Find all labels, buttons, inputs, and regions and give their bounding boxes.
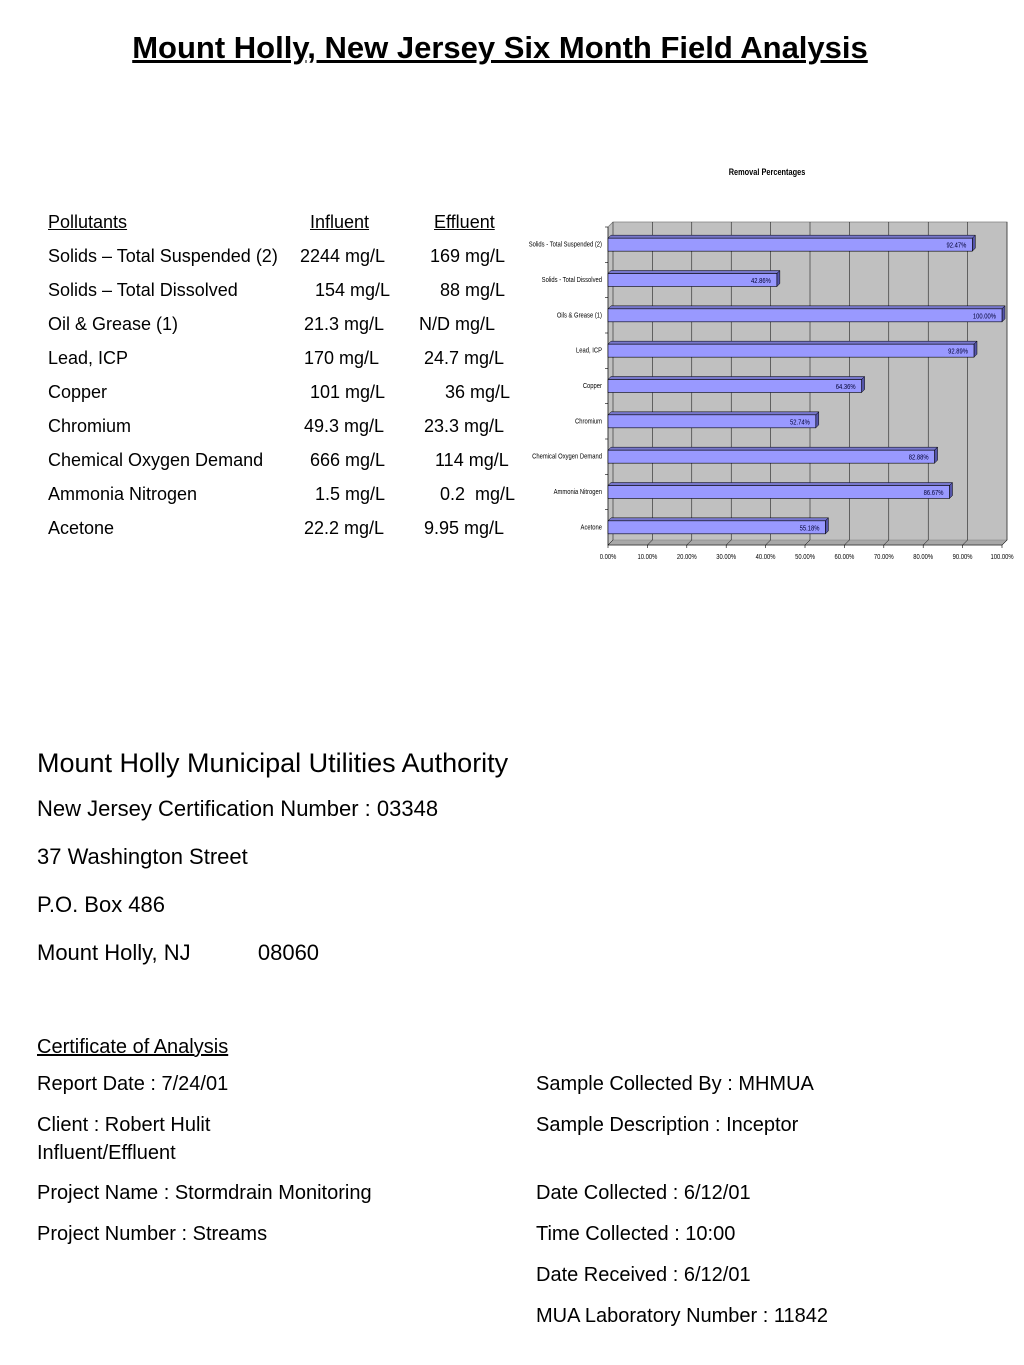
pollutant-name: Oil & Grease (1) [48,314,179,334]
certificate-row [37,1264,997,1305]
bar-side [949,483,952,499]
pollutant-name: Copper [48,382,108,402]
influent-value: 21.3 mg/L [304,314,385,334]
category-label: Acetone [580,523,602,532]
bar-side [974,341,977,357]
certificate-row [37,1305,997,1346]
category-label: Chromium [575,417,602,426]
bar-side [825,518,828,534]
influent-value: 101 mg/L [300,382,386,402]
category-label: Oils & Grease (1) [556,311,602,320]
bar-side [972,235,975,251]
category-label: Ammonia Nitrogen [553,488,602,497]
bar [608,238,972,251]
bar-top [608,447,938,450]
header-influent: Influent [310,212,370,232]
project-name: Project Name : Stormdrain Monitoring [37,1182,372,1204]
bar-top [608,377,865,380]
pollutant-name: Lead, ICP [48,348,129,368]
bar [608,344,974,357]
influent-value: 170 mg/L [304,348,380,368]
bar [608,521,825,534]
effluent-value: N/D mg/L [419,314,496,334]
x-tick-label: 10.00% [637,553,658,562]
sample-collected-by: Sample Collected By : MHMUA [536,1073,814,1095]
category-label: Solids - Total Suspended (2) [528,241,602,249]
category-label: Chemical Oxygen Demand [532,453,602,461]
bar-side [935,447,938,463]
pollutant-name: Solids – Total Suspended (2) [48,246,278,266]
bar-side [862,377,865,393]
effluent-value: 114 mg/L [420,450,509,470]
data-label: 82.88% [908,454,929,462]
x-tick-label: 30.00% [716,553,737,562]
organization-name: Mount Holly Municipal Utilities Authority [37,748,509,778]
influent-value: 2244 mg/L [300,246,386,266]
certificate-row [37,1142,997,1182]
x-tick-label: 90.00% [952,553,973,562]
effluent-value: 169 mg/L [420,246,506,266]
x-tick-label: 20.00% [676,553,697,562]
effluent-value: 9.95 mg/L [414,518,505,538]
certificate-heading: Certificate of Analysis [37,1036,229,1058]
data-label: 52.74% [789,418,810,427]
certificate-row [37,1223,997,1264]
date-received: Date Received : 6/12/01 [536,1264,751,1286]
data-label: 92.89% [948,348,968,356]
bar-top [608,306,1005,309]
organization-block [37,748,508,988]
street-address: 37 Washington Street [37,844,248,869]
x-tick-label: 70.00% [873,553,894,562]
bar [608,309,1002,322]
certification-number: New Jersey Certification Number : 03348 [37,796,439,821]
project-number: Project Number : Streams [37,1223,268,1245]
data-label: 55.18% [799,524,820,533]
effluent-value: 88 mg/L [420,280,506,300]
pollutant-name: Acetone [48,518,115,538]
pollutant-name: Chromium [48,416,132,436]
sample-description: Sample Description : Inceptor [536,1114,799,1136]
influent-value: 49.3 mg/L [304,416,385,436]
date-collected: Date Collected : 6/12/01 [536,1182,751,1204]
bar-side [816,412,819,428]
chart-title: Removal Percentages [728,167,806,178]
data-label: 100.00% [972,312,996,321]
time-collected: Time Collected : 10:00 [536,1223,736,1245]
x-tick-label: 40.00% [755,553,776,562]
influent-value: 1.5 mg/L [300,484,386,504]
pollutant-name: Chemical Oxygen Demand [48,450,264,470]
bar-side [1002,306,1005,322]
data-label: 86.67% [923,489,944,498]
effluent-value: 36 mg/L [420,382,511,402]
bar-top [608,235,975,238]
x-tick-label: 80.00% [913,553,934,562]
client: Client : Robert Hulit [37,1114,211,1136]
bar [608,486,949,499]
influent-value: 154 mg/L [300,280,391,300]
pollutant-name: Solids – Total Dissolved [48,280,238,300]
x-tick-label: 50.00% [795,553,815,562]
pollutant-name: Ammonia Nitrogen [48,484,198,504]
influent-value: 666 mg/L [300,450,386,470]
header-pollutants: Pollutants [48,212,128,232]
data-label: 64.36% [835,383,856,392]
po-box: P.O. Box 486 [37,892,166,917]
category-label: Copper [582,382,602,391]
bar [608,380,862,393]
bar-top [608,271,780,274]
report-date: Report Date : 7/24/01 [37,1073,229,1095]
bar [608,450,935,463]
bar-top [608,412,819,415]
header-effluent: Effluent [434,212,495,232]
x-tick-label: 60.00% [834,553,855,562]
city-zip: Mount Holly, NJ 08060 [37,940,320,965]
bar-top [608,341,977,344]
certificate-row [37,1073,997,1114]
data-label: 92.47% [946,242,967,250]
bar [608,415,816,428]
effluent-value: 23.3 mg/L [414,416,505,436]
effluent-value: 24.7 mg/L [414,348,505,368]
removal-percentages-chart [515,160,1015,585]
category-label: Lead, ICP [576,347,602,355]
x-tick-label: 100.00% [990,553,1014,562]
certificate-row [37,1182,997,1223]
bar-top [608,518,828,521]
category-label: Solids - Total Dissolved [541,276,602,285]
influent-effluent-label: Influent/Effluent [37,1142,176,1164]
lab-number: MUA Laboratory Number : 11842 [536,1305,829,1327]
influent-value: 22.2 mg/L [304,518,385,538]
bar-top [608,483,952,486]
bar-side [777,271,780,287]
x-tick-label: 0.00% [599,553,617,562]
effluent-value: 0.2 mg/L [420,484,516,504]
data-label: 42.86% [751,277,771,286]
certificate-block [37,1036,997,1346]
certificate-row [37,1114,997,1142]
page-title: Mount Holly, New Jersey Six Month Field Analysis [132,30,868,65]
